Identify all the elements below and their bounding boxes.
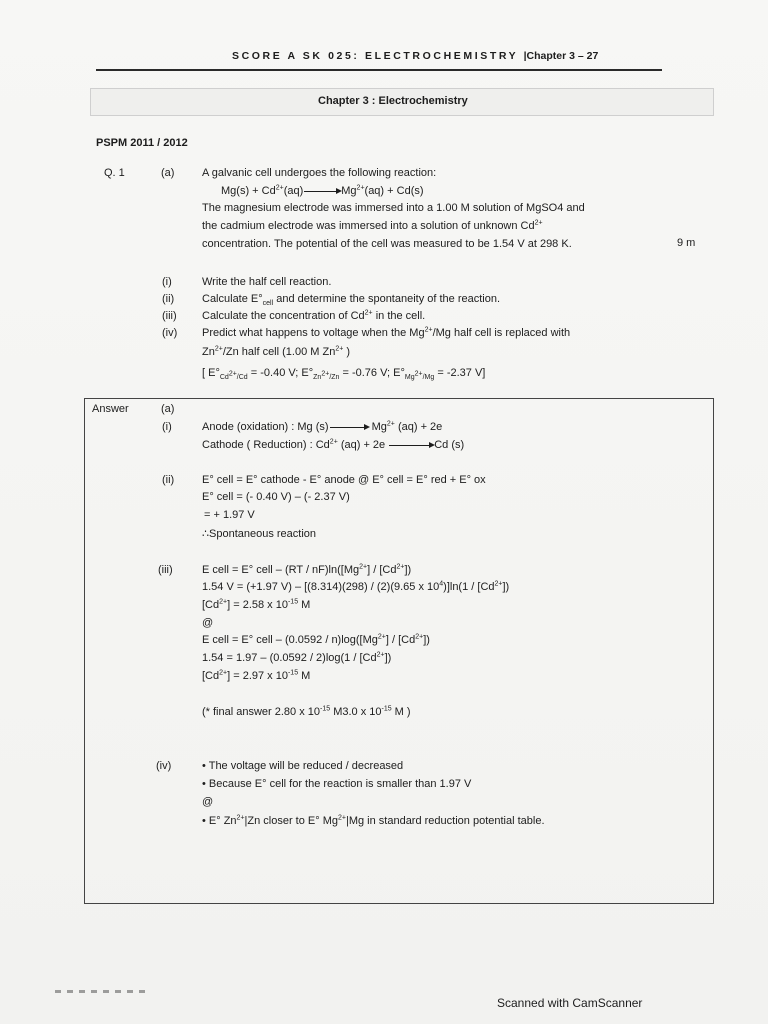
- nernst-log-equation: E cell = E° cell – $(0.0592 / n)\log([Mg^{2+}] / [Cd^{2+}])$: [202, 633, 430, 646]
- chapter-title: Chapter 3 : Electrochemistry: [318, 95, 468, 107]
- marks: 9 m: [677, 237, 696, 249]
- question-line-2: the cadmium electrode was immersed into a solution of unknown $Cd^{2+}$: [202, 219, 543, 232]
- nernst-log-substitution: $1.54 = 1.97 - (0.0592 / 2)\log(1 / [Cd^{2+}])$: [202, 651, 392, 664]
- arrow-icon: [304, 191, 340, 192]
- answer-label-iv: (iv): [156, 760, 172, 772]
- alternative-marker: @: [202, 617, 214, 629]
- given-potentials: [ $E^\circ_{Cd^{2+}/Cd} = -0.40$ V; $E^\circ_{Zn^{2+}/Zn} = -0.76$ V; $E^\circ_{Mg^{2+}/Mg} = -2.37$ V]: [202, 367, 486, 382]
- cd-concentration-1: $[Cd^{2+}] = 2.58$ x $10^{-15}$ M: [202, 598, 311, 611]
- sub-label-iv: (iv): [162, 327, 178, 339]
- cd-concentration-2: $[Cd^{2+}] = 2.97$ x $10^{-15}$ M: [202, 669, 311, 682]
- answer-label: Answer: [92, 403, 129, 415]
- answer-label-iii: (iii): [158, 564, 173, 576]
- nernst-equation: E cell = E° cell – $(RT / nF)\ln([Mg^{2+}] / [Cd^{2+}])$: [202, 563, 412, 576]
- ecell-substitution: E° cell = (- 0.40 V) – (- 2.37 V): [202, 491, 350, 503]
- question-line-3: concentration. The potential of the cell was measured to be 1.54 V at 298 K.: [202, 238, 572, 250]
- reaction-equation: $Mg(s) + Cd^{2+}(aq) Mg^{2+}(aq) + Cd(s)$: [221, 184, 424, 197]
- arrow-icon: [389, 445, 433, 446]
- ecell-result: = + 1.97 V: [204, 509, 255, 521]
- answer-label-i: (i): [162, 421, 172, 433]
- answer-part-a: (a): [161, 403, 175, 415]
- exam-session: PSPM 2011 / 2012: [96, 137, 188, 149]
- scan-artifact: [55, 990, 150, 993]
- sub-text-iv-cont: $Zn^{2+}/Zn$ half cell (1.00 M $Zn^{2+}$ ): [202, 345, 351, 358]
- voltage-reason: • Because E° cell for the reaction is smaller than 1.97 V: [202, 778, 472, 790]
- ecell-formula: E° cell = E° cathode - E° anode @ E° cell = E° red + E° ox: [202, 474, 486, 486]
- arrow-icon: [330, 427, 368, 428]
- alternative-marker: @: [202, 796, 214, 808]
- reduction-table-note: • E° $Zn^{2+}|Zn$ closer to E° $Mg^{2+}|Mg$ in standard reduction potential table.: [202, 814, 545, 827]
- header-chapter: |Chapter 3 – 27: [523, 50, 599, 62]
- anode-reaction: Anode (oxidation) : Mg (s) $Mg^{2+}$ (aq) + 2e: [202, 420, 443, 433]
- question-part-label: (a): [161, 167, 175, 179]
- page-header: [232, 50, 598, 62]
- header-rule: [96, 69, 662, 71]
- question-line-1: The magnesium electrode was immersed into a 1.00 M solution of MgSO4 and: [202, 202, 585, 214]
- header-title: SCORE A SK 025: ELECTROCHEMISTRY: [232, 50, 524, 62]
- sub-text-iv: Predict what happens to voltage when the $Mg^{2+}/Mg$ half cell is replaced with: [202, 326, 571, 339]
- question-intro: A galvanic cell undergoes the following reaction:: [202, 167, 437, 179]
- cathode-reaction: Cathode ( Reduction) : $Cd^{2+}$ (aq) + 2e Cd (s): [202, 438, 465, 451]
- final-answer-range: (* final answer 2.80 x $10^{-15}$ M3.0 x $10^{-15}$ M ): [202, 705, 411, 718]
- sub-text-ii: Calculate $E^\circ_{cell}$ and determine the spontaneity of the reaction.: [202, 293, 501, 308]
- sub-label-i: (i): [162, 276, 172, 288]
- scanner-watermark: Scanned with CamScanner: [497, 996, 643, 1010]
- sub-label-iii: (iii): [162, 310, 177, 322]
- sub-label-ii: (ii): [162, 293, 175, 305]
- sub-text-i: Write the half cell reaction.: [202, 276, 332, 288]
- question-number: Q. 1: [104, 167, 125, 179]
- spontaneity-conclusion: ∴Spontaneous reaction: [202, 528, 317, 540]
- nernst-substitution: 1.54 V = (+1.97 V) – [(8.314)(298) / (2)(9.65 x $10^4)]\ln(1 / [Cd^{2+}])$: [202, 580, 510, 593]
- voltage-conclusion: • The voltage will be reduced / decreased: [202, 760, 404, 772]
- sub-text-iii: Calculate the concentration of $Cd^{2+}$ in the cell.: [202, 309, 426, 322]
- answer-label-ii: (ii): [162, 474, 175, 486]
